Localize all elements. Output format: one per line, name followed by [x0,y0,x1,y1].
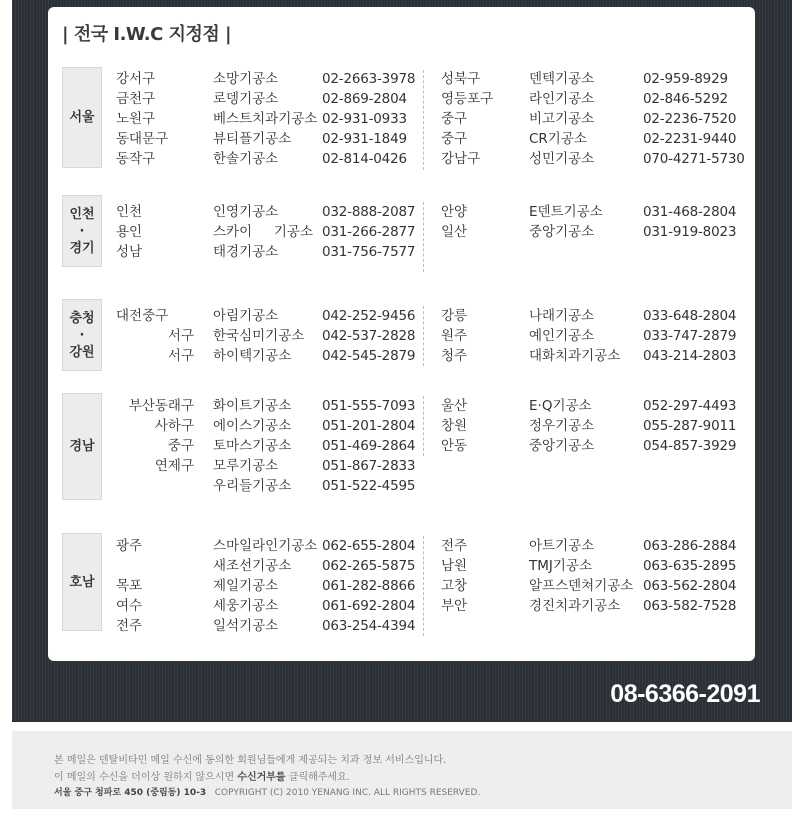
shop-name: 태경기공소 [213,244,279,260]
phone-number: 042-252-9456 [322,308,416,324]
shop-name: 라인기공소 [529,91,595,107]
phone-number: 02-2231-9440 [643,131,737,147]
district-label: 고창 [441,578,468,594]
shop-name: 세웅기공소 [213,598,279,614]
shop-name: 성민기공소 [529,151,595,167]
district-label: 동작구 [116,151,156,167]
shop-name: 경진치과기공소 [529,598,621,614]
shop-name: 화이트기공소 [213,398,292,414]
shop-name: 뷰티플기공소 [213,131,292,147]
shop-name: 로뎅기공소 [213,91,279,107]
district-label: 전주 [116,618,143,634]
shop-name: 일석기공소 [213,618,279,634]
shop-name: 나래기공소 [529,308,595,324]
phone-number: 031-756-7577 [322,244,416,260]
district-label: 금천구 [116,91,156,107]
district-label: 전주 [441,538,468,554]
footer-unsubscribe-line [54,768,350,783]
shop-name: 한솔기공소 [213,151,279,167]
region-incheon-gyeonggi: 인천 · 경기 [62,195,102,267]
phone-number: 051-201-2804 [322,418,416,434]
company-address: 서울 중구 청파로 450 (중림동) 10-3 [54,788,207,798]
phone-number: 02-931-1849 [322,131,407,147]
shop-name: 정우기공소 [529,418,595,434]
shop-name: 비고기공소 [529,111,595,127]
region-honam: 호남 [62,533,102,631]
phone-number: 033-648-2804 [643,308,737,324]
shop-name: E덴트기공소 [529,204,603,220]
region-seoul: 서울 [62,67,102,168]
shop-name: TMJ기공소 [529,558,592,574]
district-label: 청주 [441,348,468,364]
phone-number: 02-931-0933 [322,111,407,127]
phone-number: 032-888-2087 [322,204,416,220]
district-label: 광주 [116,538,143,554]
district-label: 노원구 [116,111,156,127]
district-label: 부산동래구 [128,398,194,414]
column-divider [423,536,424,636]
phone-number: 02-814-0426 [322,151,407,167]
district-label: 원주 [441,328,468,344]
column-divider [423,306,424,366]
district-label: 연제구 [154,458,194,474]
hotline-number: 08-6366-2091 [610,680,760,708]
district-label: 울산 [441,398,468,414]
footer [12,731,792,809]
shop-name: 에이스기공소 [213,418,292,434]
phone-number: 042-545-2879 [322,348,416,364]
shop-name: 예인기공소 [529,328,595,344]
district-label: 창원 [441,418,468,434]
phone-number: 061-282-8866 [322,578,416,594]
page-title: | 전국 I.W.C 지정점 | [62,24,232,45]
district-label: 강남구 [441,151,481,167]
phone-number: 031-919-8023 [643,224,737,240]
phone-number: 042-537-2828 [322,328,416,344]
district-label: 성북구 [441,71,481,87]
district-label: 서구 [167,348,194,364]
district-label: 강릉 [441,308,468,324]
district-label: 안동 [441,438,468,454]
phone-number: 062-265-5875 [322,558,416,574]
phone-number: 054-857-3929 [643,438,737,454]
shop-name: 스마일라인기공소 [213,538,318,554]
shop-name: 중앙기공소 [529,438,595,454]
phone-number: 070-4271-5730 [643,151,745,167]
shop-name: 알프스덴쳐기공소 [529,578,634,594]
footer-unsubscribe-text: 이 메일의 수신을 더이상 원하지 않으시면 [54,772,238,783]
district-label: 여수 [116,598,143,614]
phone-number: 063-635-2895 [643,558,737,574]
shop-name: 덴텍기공소 [529,71,595,87]
shop-name: 베스트치과기공소 [213,111,318,127]
unsubscribe-link[interactable]: 수신거부를 [237,772,286,783]
shop-name: 아림기공소 [213,308,279,324]
shop-name: 아트기공소 [529,538,595,554]
phone-number: 051-522-4595 [322,478,416,494]
shop-name: E·Q기공소 [529,398,592,414]
phone-number: 063-582-7528 [643,598,737,614]
phone-number: 051-867-2833 [322,458,416,474]
district-label: 영등포구 [441,91,494,107]
district-label: 용인 [116,224,143,240]
column-divider [423,396,424,456]
shop-name: 토마스기공소 [213,438,292,454]
region-gyeongnam: 경남 [62,393,102,500]
district-label: 안양 [441,204,468,220]
shop-name: 중앙기공소 [529,224,595,240]
phone-number: 063-562-2804 [643,578,737,594]
shop-name: 우리들기공소 [213,478,292,494]
phone-number: 051-555-7093 [322,398,416,414]
phone-number: 031-468-2804 [643,204,737,220]
district-label: 부안 [441,598,468,614]
shop-name: 스카이 기공소 [213,224,313,240]
district-label: 동대문구 [116,131,169,147]
shop-name: 한국심미기공소 [213,328,305,344]
phone-number: 052-297-4493 [643,398,737,414]
district-label: 중구 [441,111,468,127]
district-label: 남원 [441,558,468,574]
shop-name: 인영기공소 [213,204,279,220]
footer-notice: 본 메일은 덴탈비타민 메일 수신에 동의한 회원님들에게 제공되는 치과 정보 서비스입니다. [54,755,447,766]
phone-number: 031-266-2877 [322,224,416,240]
shop-name: 모루기공소 [213,458,279,474]
shop-name: 제일기공소 [213,578,279,594]
phone-number: 02-869-2804 [322,91,407,107]
district-label: 일산 [441,224,468,240]
phone-number: 063-254-4394 [322,618,416,634]
phone-number: 061-692-2804 [322,598,416,614]
district-label: 중구 [167,438,194,454]
phone-number: 055-287-9011 [643,418,737,434]
district-label: 인천 [116,204,143,220]
footer-unsubscribe-suffix: 클릭해주세요. [285,772,350,783]
shop-name: CR기공소 [529,131,587,147]
shop-name: 대화치과기공소 [529,348,621,364]
region-chungcheong-gangwon: 충청 · 강원 [62,299,102,371]
phone-number: 043-214-2803 [643,348,737,364]
phone-number: 02-2663-3978 [322,71,416,87]
district-label: 성남 [116,244,143,260]
district-label: 강서구 [116,71,156,87]
district-label: 사하구 [154,418,194,434]
footer-address-line [54,785,480,798]
district-label: 목포 [116,578,143,594]
phone-number: 02-2236-7520 [643,111,737,127]
column-divider [423,70,424,170]
district-label: 중구 [441,131,468,147]
district-label: 서구 [167,328,194,344]
column-divider [423,202,424,272]
phone-number: 063-286-2884 [643,538,737,554]
shop-name: 새조선기공소 [213,558,292,574]
copyright-text: COPYRIGHT (C) 2010 YENANG INC. ALL RIGHTS RESERVED. [214,788,481,798]
phone-number: 062-655-2804 [322,538,416,554]
shop-name: 하이텍기공소 [213,348,292,364]
phone-number: 02-959-8929 [643,71,728,87]
shop-name: 소망기공소 [213,71,279,87]
phone-number: 033-747-2879 [643,328,737,344]
district-label: 대전중구 [116,308,169,324]
phone-number: 02-846-5292 [643,91,728,107]
phone-number: 051-469-2864 [322,438,416,454]
